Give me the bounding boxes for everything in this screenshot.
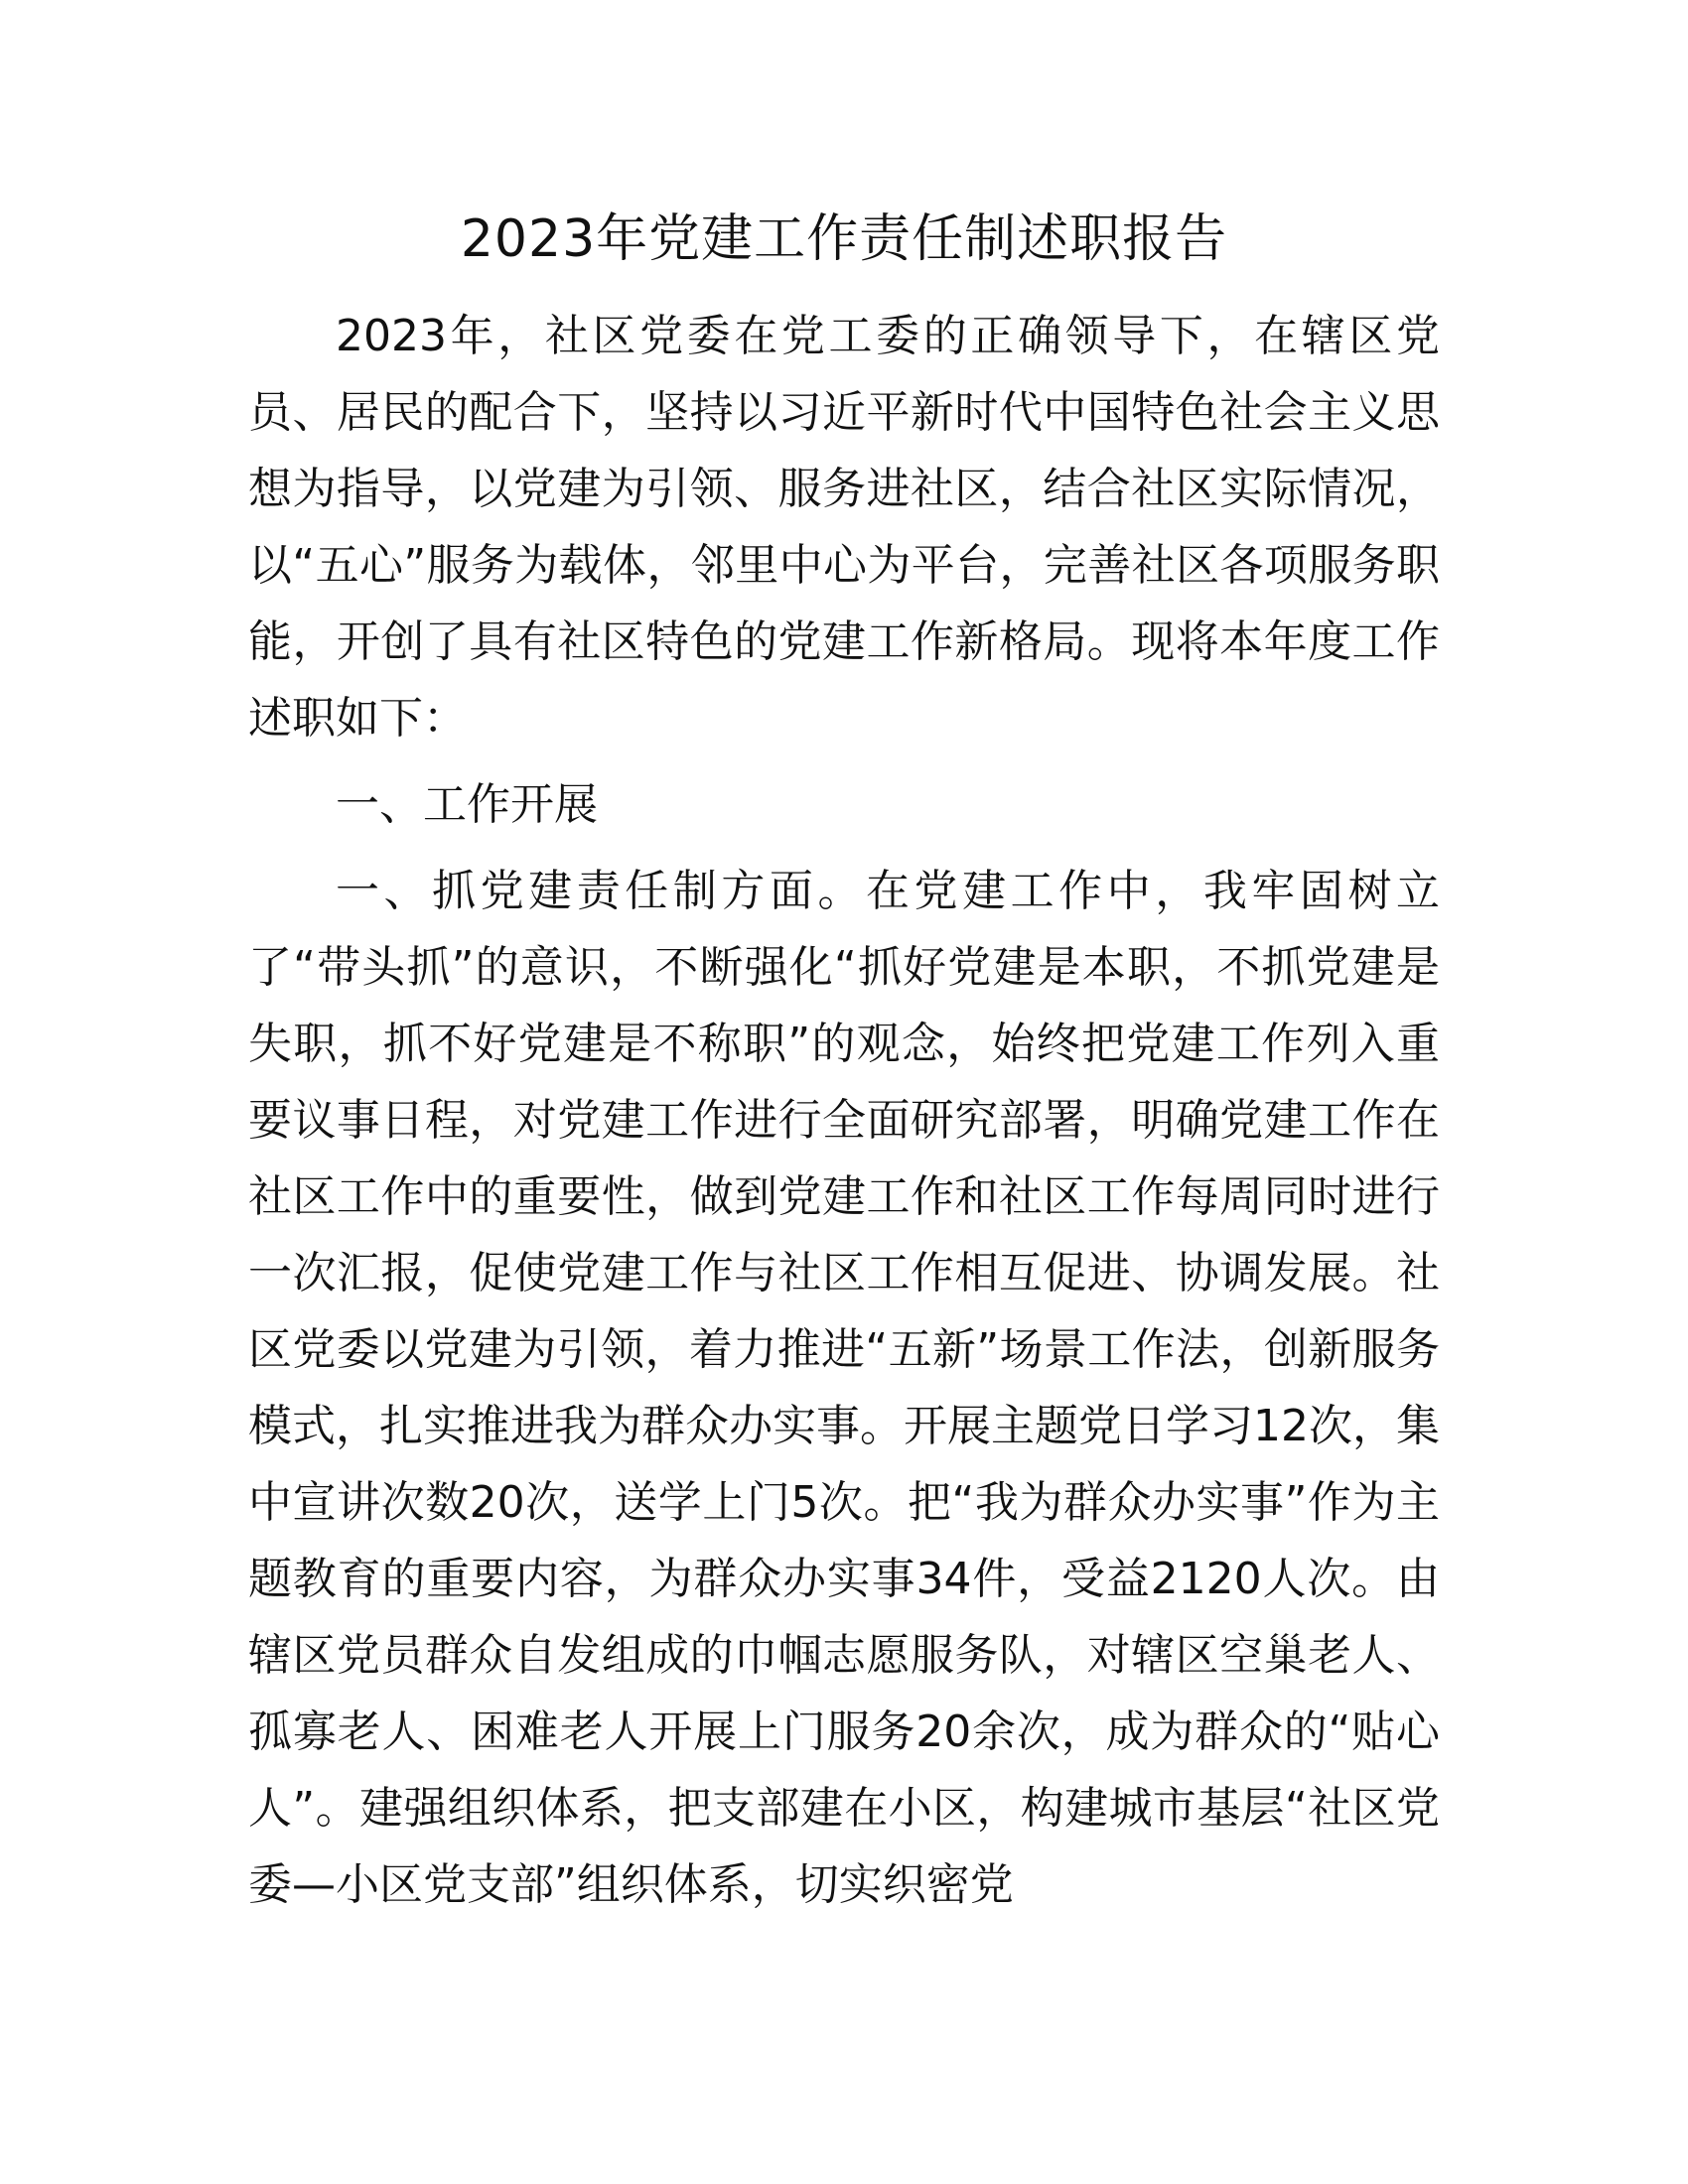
document-body [248,298,1440,1923]
intro-paragraph: 2023年，社区党委在党工委的正确领导下，在辖区党员、居民的配合下，坚持以习近平新时代中国特色社会主义思想为指导，以党建为引领、服务进社区，结合社区实际情况，以“五心”服务为载体，邻里中心为平台，完善社区各项服务职能，开创了具有社区特色的党建工作新格局。现将本年度工作述职如下： [248,311,1440,744]
section-heading: 一、工作开展 [336,779,598,830]
document-title: 2023年党建工作责任制述职报告 [460,209,1228,269]
section-paragraph: 一、抓党建责任制方面。在党建工作中，我牢固树立了“带头抓”的意识，不断强化“抓好党建是本职，不抓党建是失职，抓不好党建是不称职”的观念，始终把党建工作列入重要议事日程，对党建工作进行全面研究部署，明确党建工作在社区工作中的重要性，做到党建工作和社区工作每周同时进行一次汇报，促使党建工作与社区工作相互促进、协调发展。社区党委以党建为引领，着力推进“五新”场景工作法，创新服务模式，扎实推进我为群众办实事。开展主题党日学习12次，集中宣讲次数20次，送学上门5次。把“我为群众办实事”作为主题教育的重要内容，为群众办实事34件，受益2120人次。由辖区党员群众自发组成的巾帼志愿服务队，对辖区空巢老人、孤寡老人、困难老人开展上门服务20余次，成为群众的“贴心人”。建强组织体系，把支部建在小区，构建城市基层“社区党委—小区党支部”组织体系，切实织密党 [248,866,1440,1910]
